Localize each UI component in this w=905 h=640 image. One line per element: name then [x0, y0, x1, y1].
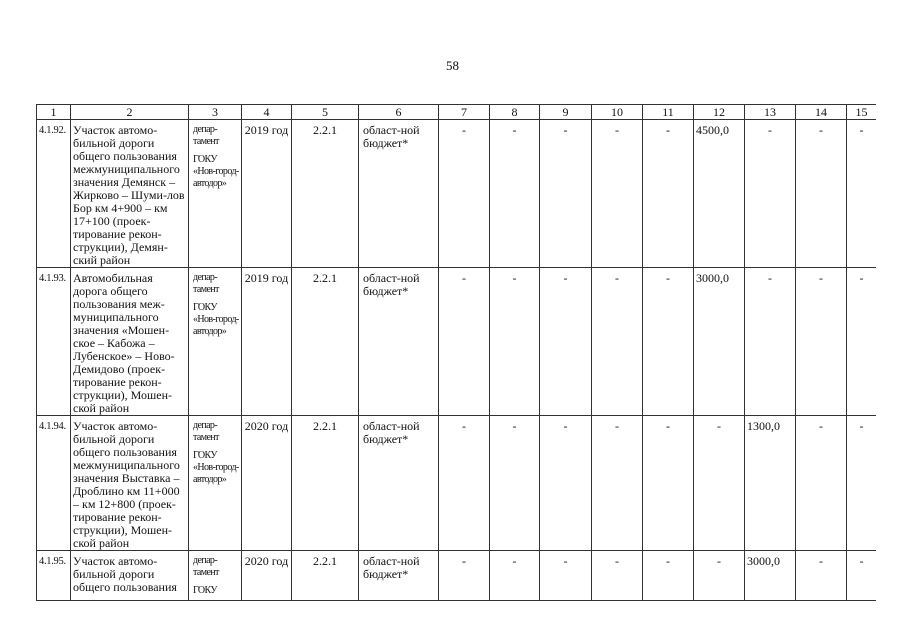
col-15: -	[847, 551, 877, 602]
col-10: -	[592, 120, 643, 268]
header-cell: 13	[745, 105, 796, 120]
header-cell: 4	[242, 105, 292, 120]
executor	[189, 268, 242, 416]
executor-dept: депар-тамент	[193, 420, 219, 443]
header-cell: 10	[592, 105, 643, 120]
item-number: 4.1.94.	[37, 416, 71, 551]
col-12: 4500,0	[694, 120, 745, 268]
col-7: -	[439, 551, 490, 602]
col-9: -	[540, 416, 592, 551]
executor	[189, 551, 242, 602]
col-15: -	[847, 268, 877, 416]
col-9: -	[540, 268, 592, 416]
program-table-wrapper	[36, 104, 876, 601]
col-7: -	[439, 416, 490, 551]
col-14: -	[796, 268, 847, 416]
code: 2.2.1	[292, 120, 359, 268]
funding-source: област-ной бюджет*	[359, 268, 439, 416]
object-name: Автомобильная дорога общего пользования меж-муниципального значения «Мошен-ское – Кабожа – Лубенское» – Ново-Демидово (проек-тирование рекон-струкции), Мошен-ской район	[71, 268, 189, 416]
header-cell: 14	[796, 105, 847, 120]
header-cell: 5	[292, 105, 359, 120]
col-12: -	[694, 416, 745, 551]
table-header-row	[37, 105, 877, 120]
table-row	[37, 268, 877, 416]
col-11: -	[643, 416, 694, 551]
col-7: -	[439, 120, 490, 268]
table-row	[37, 120, 877, 268]
executor-org: ГОКУ «Нов-город-автодор»	[193, 302, 239, 337]
col-10: -	[592, 268, 643, 416]
code: 2.2.1	[292, 416, 359, 551]
col-13: 3000,0	[745, 551, 796, 602]
col-11: -	[643, 551, 694, 602]
object-name: Участок автомо-бильной дороги общего пользования межмуниципального значения Выставка – Дроблино км 11+000 – км 12+800 (проек-тирование рекон-струкции), Мошен-ской район	[71, 416, 189, 551]
col-9: -	[540, 551, 592, 602]
col-10: -	[592, 416, 643, 551]
year: 2020 год	[242, 416, 292, 551]
year: 2020 год	[242, 551, 292, 602]
col-12: 3000,0	[694, 268, 745, 416]
funding-source: област-ной бюджет*	[359, 120, 439, 268]
col-13: 1300,0	[745, 416, 796, 551]
col-11: -	[643, 120, 694, 268]
col-15: -	[847, 120, 877, 268]
item-number: 4.1.92.	[37, 120, 71, 268]
item-number: 4.1.95.	[37, 551, 71, 602]
object-name: Участок автомо-бильной дороги общего пользования межмуниципального значения Демянск – Жирково – Шуми-лов Бор км 4+900 – км 17+100 (проек-тирование рекон-струкции), Демян-ский район	[71, 120, 189, 268]
header-cell: 3	[189, 105, 242, 120]
executor	[189, 120, 242, 268]
col-8: -	[490, 416, 540, 551]
header-cell: 7	[439, 105, 490, 120]
col-8: -	[490, 551, 540, 602]
col-8: -	[490, 120, 540, 268]
program-table	[36, 104, 876, 601]
col-13: -	[745, 120, 796, 268]
header-cell: 12	[694, 105, 745, 120]
header-cell: 6	[359, 105, 439, 120]
col-8: -	[490, 268, 540, 416]
year: 2019 год	[242, 268, 292, 416]
header-cell: 2	[71, 105, 189, 120]
col-10: -	[592, 551, 643, 602]
col-15: -	[847, 416, 877, 551]
executor-dept: депар-тамент	[193, 124, 219, 147]
executor-org: ГОКУ «Нов-город-автодор»	[193, 154, 239, 189]
col-14: -	[796, 551, 847, 602]
executor	[189, 416, 242, 551]
year: 2019 год	[242, 120, 292, 268]
col-13: -	[745, 268, 796, 416]
header-cell: 11	[643, 105, 694, 120]
col-9: -	[540, 120, 592, 268]
col-7: -	[439, 268, 490, 416]
col-14: -	[796, 416, 847, 551]
code: 2.2.1	[292, 551, 359, 602]
executor-org: ГОКУ «Нов-город-автодор»	[193, 450, 239, 485]
item-number: 4.1.93.	[37, 268, 71, 416]
executor-dept: депар-тамент	[193, 555, 219, 578]
table-row	[37, 416, 877, 551]
col-14: -	[796, 120, 847, 268]
funding-source: област-ной бюджет*	[359, 551, 439, 602]
executor-dept: депар-тамент	[193, 272, 219, 295]
header-cell: 1	[37, 105, 71, 120]
header-cell: 8	[490, 105, 540, 120]
header-cell: 9	[540, 105, 592, 120]
table-row	[37, 551, 877, 602]
col-12: -	[694, 551, 745, 602]
page-number: 58	[446, 58, 459, 73]
col-11: -	[643, 268, 694, 416]
executor-org: ГОКУ	[193, 585, 217, 596]
funding-source: област-ной бюджет*	[359, 416, 439, 551]
header-cell: 15	[847, 105, 877, 120]
code: 2.2.1	[292, 268, 359, 416]
object-name: Участок автомо-бильной дороги общего пользования	[71, 551, 189, 602]
